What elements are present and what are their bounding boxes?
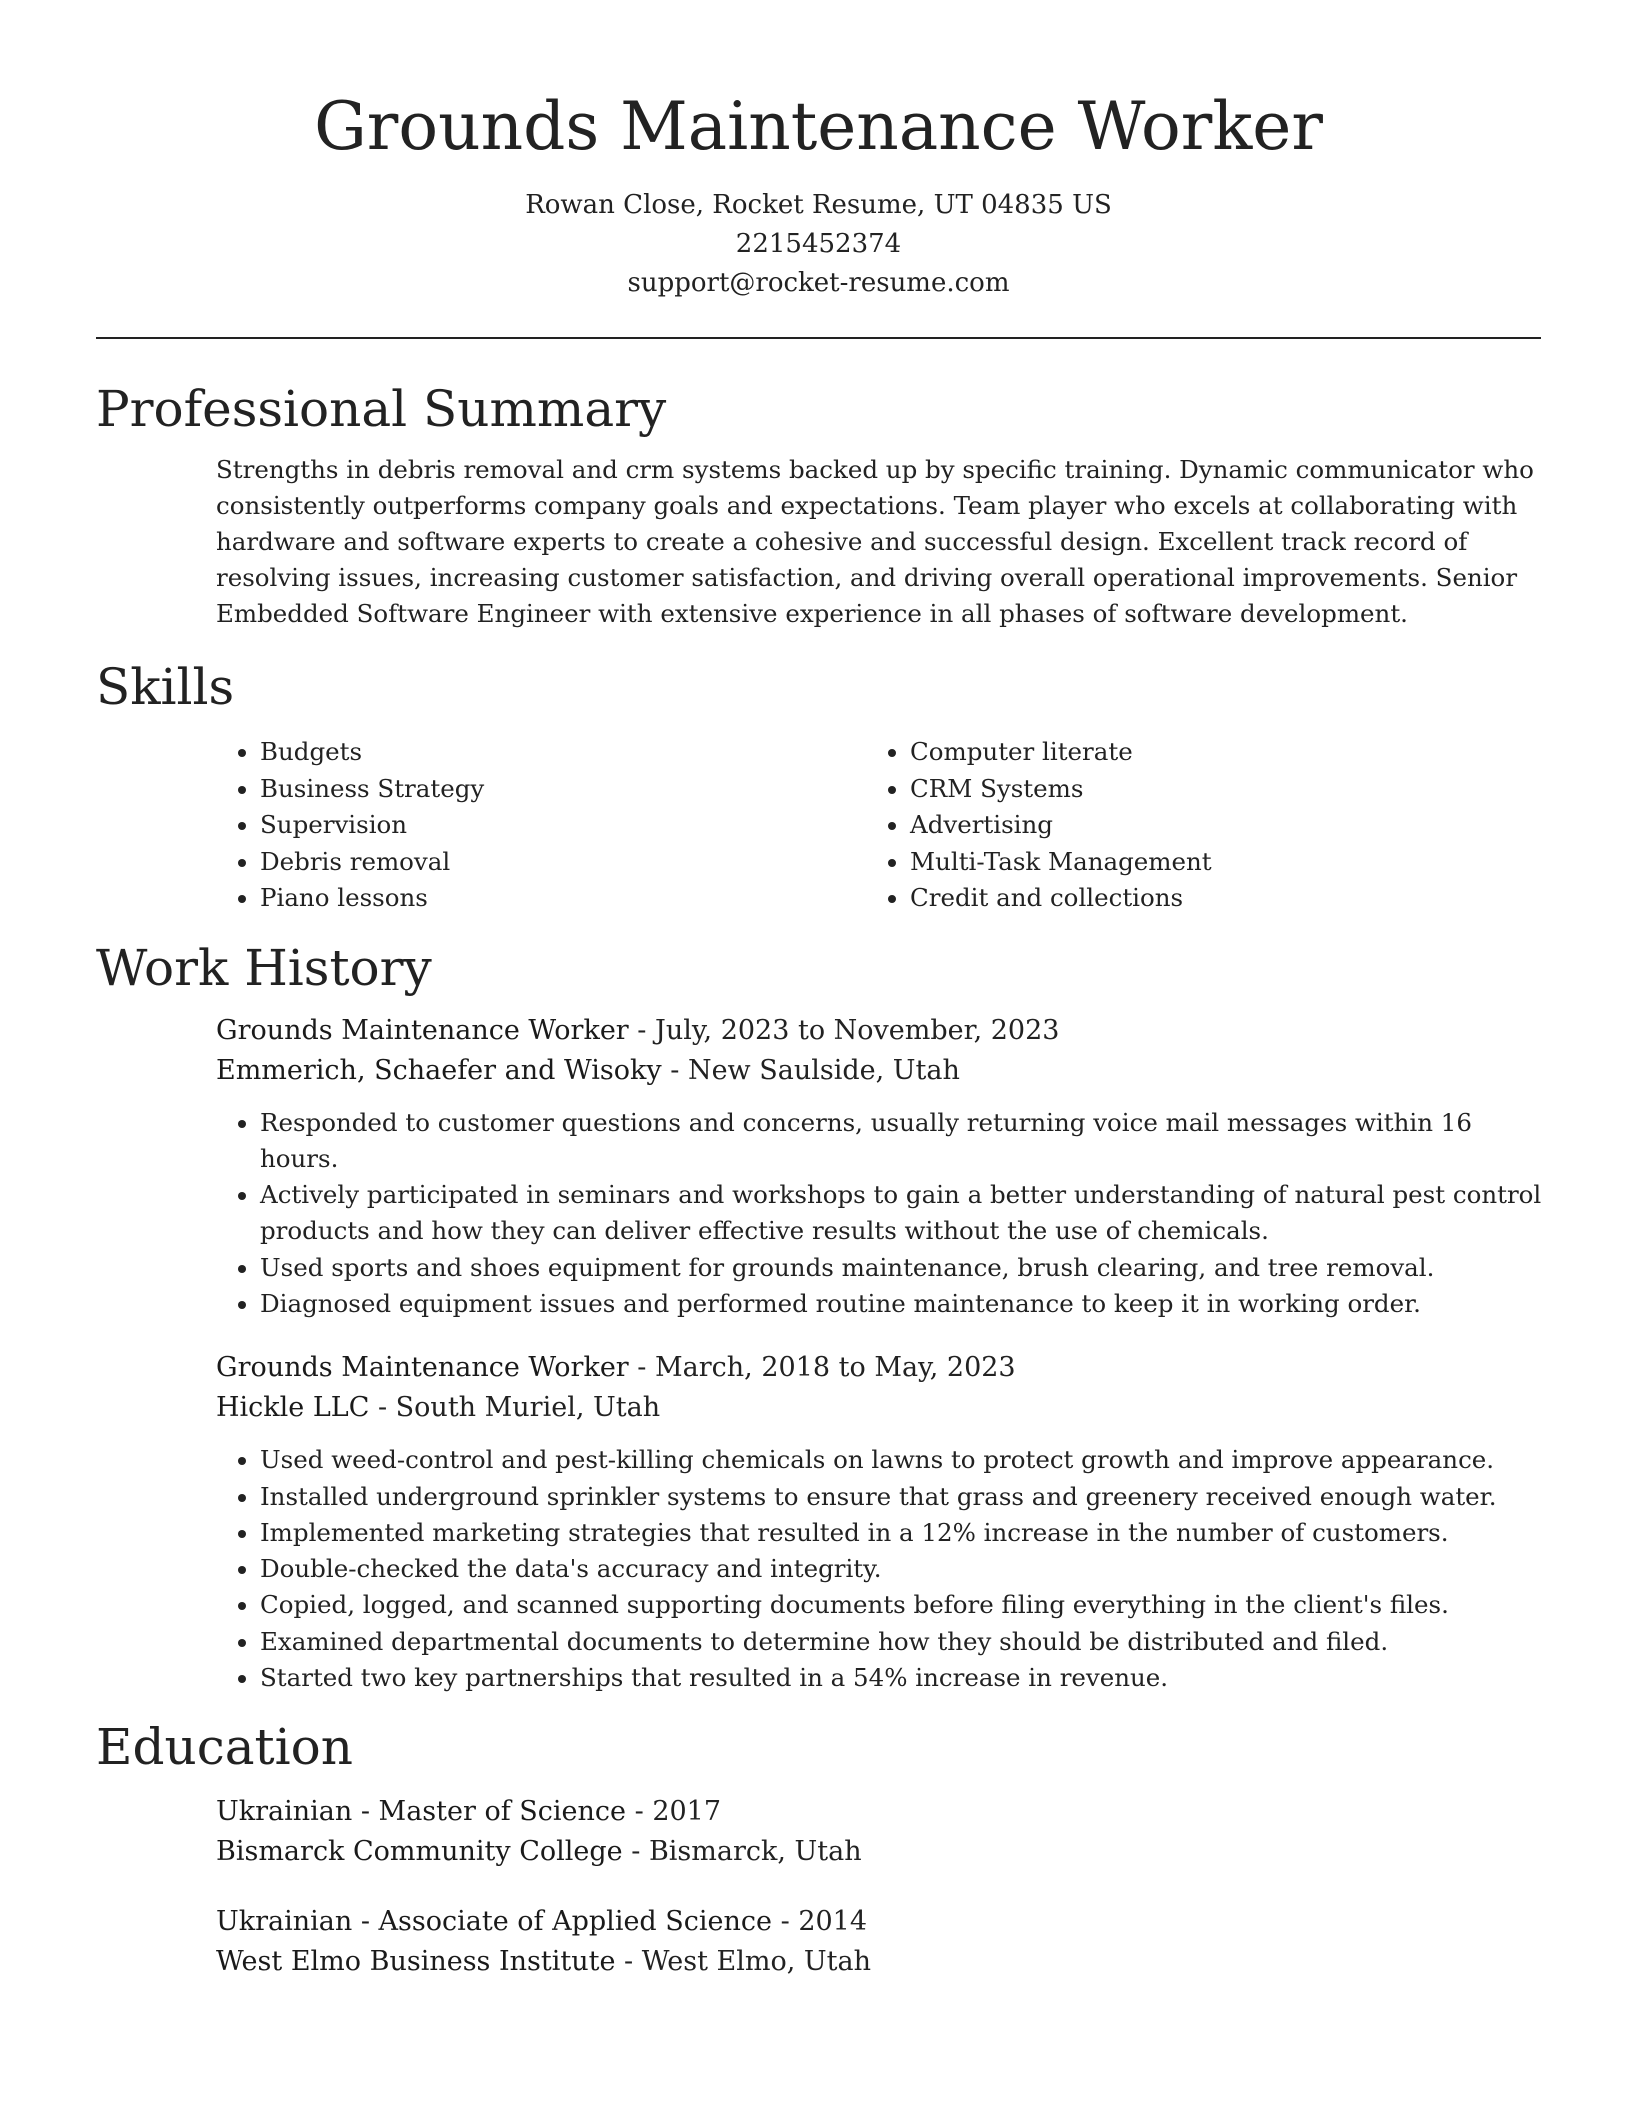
job-bullet: • Used weed-control and pest-killing chemicals on lawns to protect growth and improve appearance.: [260, 1442, 1550, 1478]
education-school: West Elmo Business Institute: [216, 1946, 616, 1978]
candidate-name: Grounds Maintenance Worker: [314, 88, 1323, 165]
summary-text: Strengths in debris removal and crm systems backed up by specific training. Dynamic communicator who consistently outperforms company goals and expectations. Team player who excels at collaborating with hardware and software experts to create a cohesive and successful design. Excellent track record of resolving issues, increasing customer satisfaction, and driving overall operational improvements. Senior Embedded Software Engineer with extensive experience in all phases of software development.: [216, 455, 1534, 628]
education-heading: Education: [96, 1718, 353, 1777]
skills-section: [96, 654, 1541, 917]
education-school-line: [216, 1832, 1541, 1872]
contact-phone: 2215452374: [735, 229, 902, 259]
job-bullet: • Double-checked the data's accuracy and integrity.: [260, 1551, 1550, 1587]
job-bullet: • Implemented marketing strategies that resulted in a 12% increase in the number of customers.: [260, 1515, 1550, 1551]
job-location: - South Muriel, Utah: [369, 1392, 661, 1424]
skill-item: • Multi-Task Management: [910, 844, 1212, 881]
job-company-line: [216, 1388, 1541, 1428]
skills-list: [216, 734, 1541, 917]
job-company: Emmerich, Schaefer and Wisoky: [216, 1054, 662, 1086]
education-year: - 2014: [772, 1906, 868, 1938]
summary-section: [96, 376, 1541, 632]
contact-email: support@rocket-resume.com: [627, 268, 1010, 298]
job-bullets: [216, 1105, 1550, 1323]
education-entry: [96, 1902, 1541, 1982]
job-dates: - July, 2023 to November, 2023: [628, 1014, 1060, 1046]
work-history-heading: Work History: [96, 938, 432, 997]
job-bullet: • Actively participated in seminars and workshops to gain a better understanding of natural pest control products and how they can deliver effective results without the use of chemicals.: [260, 1177, 1550, 1250]
job-company: Hickle LLC: [216, 1392, 370, 1424]
contact-info: [96, 186, 1541, 303]
job-location: - New Saulside, Utah: [661, 1054, 960, 1086]
work-history-section: [96, 935, 1541, 1697]
education-school-line: [216, 1942, 1541, 1982]
header-divider: [96, 337, 1541, 339]
job-title-line: [216, 1011, 1541, 1051]
education-location: - Bismarck, Utah: [622, 1836, 862, 1868]
education-degree: - Associate of Applied Science: [352, 1906, 773, 1938]
job-entry: [96, 1011, 1541, 1323]
skill-item: • Budgets: [260, 734, 866, 771]
education-degree-line: [216, 1902, 1541, 1942]
resume-header: [96, 0, 1541, 303]
job-title-line: [216, 1348, 1541, 1388]
job-bullet: • Examined departmental documents to determine how they should be distributed and filed.: [260, 1624, 1550, 1660]
resume-page: [96, 0, 1541, 1982]
education-section: [96, 1714, 1541, 1982]
skill-item: • Piano lessons: [260, 880, 866, 917]
job-bullet: • Installed underground sprinkler systems to ensure that grass and greenery received enough water.: [260, 1479, 1550, 1515]
job-bullet: • Copied, logged, and scanned supporting documents before filing everything in the client's files.: [260, 1587, 1550, 1623]
job-position: Grounds Maintenance Worker: [216, 1014, 629, 1046]
skill-item: • Credit and collections: [910, 880, 1212, 917]
skills-column-left: [216, 734, 866, 917]
skill-item: • CRM Systems: [910, 771, 1212, 808]
job-position: Grounds Maintenance Worker: [216, 1352, 629, 1384]
skill-item: • Supervision: [260, 807, 866, 844]
education-year: - 2017: [626, 1796, 722, 1828]
education-school: Bismarck Community College: [216, 1836, 623, 1868]
summary-heading: Professional Summary: [96, 380, 667, 438]
job-bullet: • Diagnosed equipment issues and performed routine maintenance to keep it in working order.: [260, 1286, 1550, 1322]
skill-item: • Business Strategy: [260, 771, 866, 808]
skill-item: • Computer literate: [910, 734, 1212, 771]
job-company-line: [216, 1051, 1541, 1091]
job-bullet: • Used sports and shoes equipment for grounds maintenance, brush clearing, and tree removal.: [260, 1250, 1550, 1286]
education-field: Ukrainian: [216, 1906, 353, 1938]
skill-item: • Advertising: [910, 807, 1212, 844]
education-location: - West Elmo, Utah: [615, 1946, 872, 1978]
education-entry: [96, 1792, 1541, 1872]
skill-item: • Debris removal: [260, 844, 866, 881]
skills-column-right: [866, 734, 1212, 917]
job-bullet: • Started two key partnerships that resulted in a 54% increase in revenue.: [260, 1660, 1550, 1696]
job-dates: - March, 2018 to May, 2023: [628, 1352, 1016, 1384]
job-bullets: [216, 1442, 1550, 1696]
job-entry: [96, 1348, 1541, 1696]
education-field: Ukrainian: [216, 1796, 353, 1828]
education-degree-line: [216, 1792, 1541, 1832]
education-degree: - Master of Science: [352, 1796, 627, 1828]
skills-heading: Skills: [96, 658, 235, 716]
job-bullet: • Responded to customer questions and concerns, usually returning voice mail messages within 16 hours.: [260, 1105, 1550, 1178]
contact-address: Rowan Close, Rocket Resume, UT 04835 US: [525, 190, 1112, 220]
